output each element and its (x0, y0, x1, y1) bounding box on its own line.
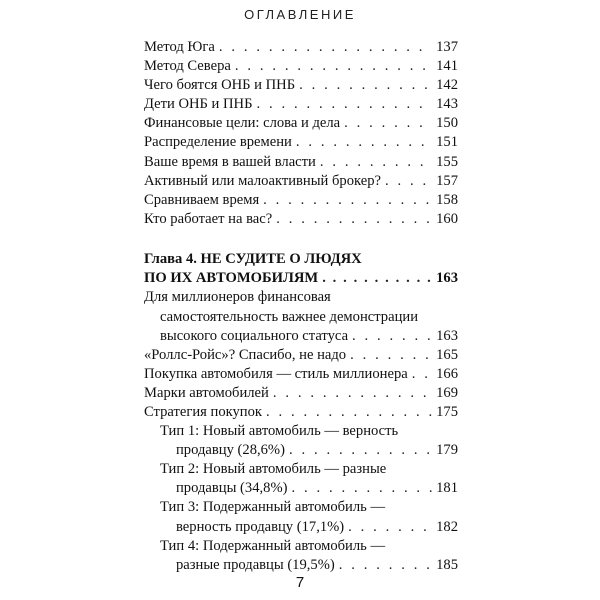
toc-entry-title: Ваше время в вашей власти (144, 153, 316, 170)
dot-leader (235, 57, 432, 76)
toc-entry-page: 158 (436, 191, 458, 208)
toc-entry-line[interactable]: самостоятельность важнее демонстрации (160, 308, 418, 325)
toc-entry-page: 143 (436, 96, 458, 113)
toc-entry-title: Метод Юга (144, 39, 215, 55)
toc-entry-page: 169 (436, 384, 458, 401)
dot-leader (256, 95, 432, 114)
page-number: 7 (295, 574, 305, 591)
toc-entry-page: 185 (436, 556, 458, 573)
dot-leader (291, 479, 432, 498)
toc-entry[interactable] (144, 95, 458, 114)
toc-entry-page: 181 (436, 480, 458, 497)
toc-entry[interactable] (144, 153, 458, 172)
toc-entry-title: Марки автомобилей (144, 384, 269, 401)
toc-entry-page: 151 (436, 134, 458, 151)
toc-entry-title: продавцы (34,8%) (176, 480, 288, 497)
toc-entry-page: 155 (436, 153, 458, 170)
toc-entry-title: высокого социального статуса (160, 327, 349, 344)
dot-leader (299, 76, 432, 95)
toc-entry-title: Стратегия покупок (144, 403, 262, 420)
toc-entry[interactable] (144, 114, 458, 133)
toc-entry[interactable] (144, 133, 458, 152)
toc-entry-page: 166 (436, 365, 458, 382)
toc-entry-page: 160 (436, 210, 458, 227)
chapter-heading[interactable]: Глава 4. НЕ СУДИТЕ О ЛЮДЯХ (144, 250, 362, 267)
toc-entry-title: Финансовые цели: слова и дела (144, 115, 341, 132)
dot-leader (289, 441, 432, 460)
dot-leader (344, 114, 432, 133)
dot-leader (339, 556, 432, 575)
dot-leader (219, 38, 432, 57)
toc-entry-title: Метод Севера (144, 58, 231, 75)
chapter-spacer (144, 229, 458, 250)
toc-entry[interactable] (144, 518, 458, 537)
dot-leader (350, 346, 432, 365)
dot-leader (263, 191, 432, 210)
toc-entry-title: верность продавцу (17,1%) (176, 518, 345, 535)
toc-entry-title: Дети ОНБ и ПНБ (144, 96, 253, 113)
toc-entry-line[interactable]: Тип 3: Подержанный автомобиль — (160, 499, 386, 516)
toc-entry-page: 175 (436, 403, 458, 420)
dot-leader (352, 327, 432, 346)
toc-entry-page: 137 (436, 39, 458, 55)
toc-entry-title: Кто работает на вас? (144, 210, 273, 227)
toc-entry-line[interactable]: Тип 1: Новый автомобиль — верность (160, 423, 399, 440)
toc-entry-title: Чего боятся ОНБ и ПНБ (144, 77, 296, 94)
toc-entry[interactable] (144, 76, 458, 95)
toc-entry[interactable] (144, 441, 458, 460)
toc-entry-page: 142 (436, 77, 458, 94)
toc-entry-line[interactable]: Тип 2: Новый автомобиль — разные (160, 461, 387, 478)
toc-entry-page: 157 (436, 172, 458, 189)
toc-entry[interactable] (144, 384, 458, 403)
chapter-heading-title: ПО ИХ АВТОМОБИЛЯМ (144, 270, 319, 287)
dot-leader (385, 172, 432, 191)
toc-entry-page: 165 (436, 346, 458, 363)
dot-leader (273, 384, 432, 403)
toc-entry-page: 141 (436, 58, 458, 75)
dot-leader (320, 153, 432, 172)
toc-entry[interactable] (144, 403, 458, 422)
toc-entry-title: разные продавцы (19,5%) (176, 556, 335, 573)
toc-entry[interactable] (144, 556, 458, 575)
toc-entry-line[interactable]: Тип 4: Подержанный автомобиль — (160, 537, 386, 554)
dot-leader (296, 133, 432, 152)
toc-entry-page: 163 (436, 327, 458, 344)
toc-entry[interactable] (144, 191, 458, 210)
toc-entry[interactable] (144, 327, 458, 346)
dot-leader (322, 269, 432, 288)
toc-entry-title: «Роллс-Ройс»? Спасибо, не надо (144, 346, 347, 363)
chapter-heading-entry[interactable] (144, 269, 458, 288)
toc-entry-title: Распределение времени (144, 134, 292, 151)
running-head: ОГЛАВЛЕНИЕ (244, 7, 356, 22)
dot-leader (276, 210, 432, 229)
toc-entry[interactable] (144, 346, 458, 365)
dot-leader (266, 403, 432, 422)
toc-entry[interactable] (144, 38, 458, 57)
toc-entry-title: Активный или малоактивный брокер? (144, 172, 381, 189)
toc-entry-title: Покупка автомобиля — стиль миллионера (144, 365, 408, 382)
toc-entry-title: Сравниваем время (144, 191, 260, 208)
chapter-heading-page: 163 (436, 270, 458, 287)
toc-entry[interactable] (144, 57, 458, 76)
toc-entry[interactable] (144, 365, 458, 384)
toc-entry-title: продавцу (28,6%) (176, 442, 285, 459)
dot-leader (348, 518, 432, 537)
toc-entry-page: 150 (436, 115, 458, 132)
table-of-contents (144, 38, 458, 575)
toc-entry[interactable] (144, 479, 458, 498)
toc-entry[interactable] (144, 172, 458, 191)
toc-entry[interactable] (144, 210, 458, 229)
toc-entry-line[interactable]: Для миллионеров финансовая (144, 289, 331, 306)
toc-entry-page: 179 (436, 442, 458, 459)
toc-entry-page: 182 (436, 518, 458, 535)
dot-leader (412, 365, 432, 384)
